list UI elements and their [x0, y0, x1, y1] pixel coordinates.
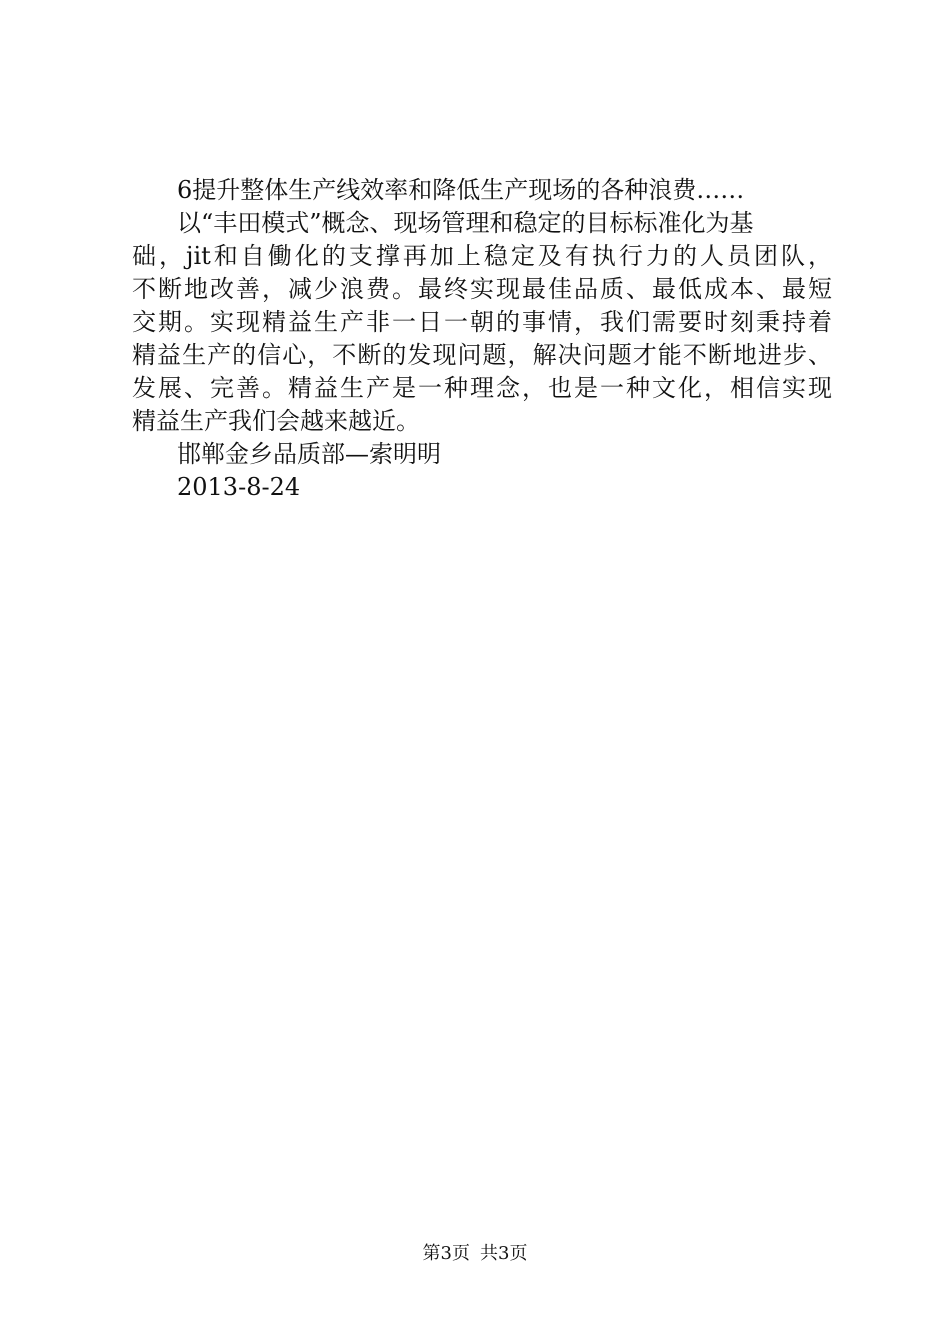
page-number: 第3页 [422, 1243, 470, 1264]
signature: 邯郸金乡品质部—索明明 [177, 440, 441, 468]
paragraph-line: 不断地改善，减少浪费。最终实现最佳品质、最低成本、最短 [132, 275, 832, 303]
paragraph-line: 交期。实现精益生产非一日一朝的事情，我们需要时刻秉持着 [132, 308, 832, 336]
paragraph-line: 精益生产的信心，不断的发现问题，解决问题才能不断地进步、 [132, 341, 832, 369]
page-total: 共3页 [480, 1243, 528, 1264]
paragraph-line: 发展、完善。精益生产是一种理念，也是一种文化，相信实现 [132, 374, 832, 402]
page-footer [0, 1242, 950, 1266]
document-date: 2013-8-24 [177, 473, 301, 501]
document-body [132, 174, 832, 504]
paragraph-line: 精益生产我们会越来越近。 [132, 407, 420, 435]
paragraph-line: 础，jit和自働化的支撑再加上稳定及有执行力的人员团队， [132, 242, 832, 270]
heading-line: 6提升整体生产线效率和降低生产现场的各种浪费…… [177, 176, 745, 204]
paragraph-line: 以“丰田模式”概念、现场管理和稳定的目标标准化为基 [177, 209, 754, 237]
